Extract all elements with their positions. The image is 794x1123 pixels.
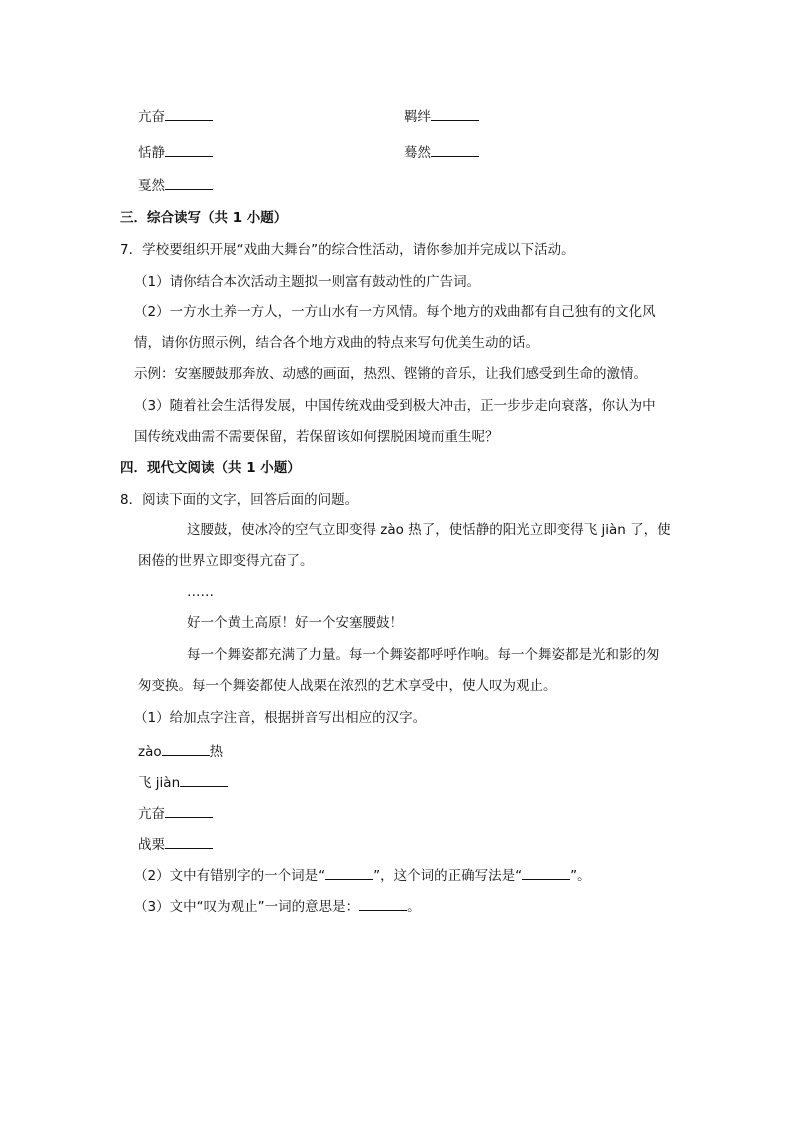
answer-blank[interactable] — [162, 741, 210, 756]
sub-question-cont: 情，请你仿照示例，结合各个地方戏曲的特点来写句优美生动的话。 — [134, 335, 539, 351]
sub-question: （1）给加点字注音，根据拼音写出相应的汉字。 — [134, 710, 427, 726]
passage-line: 每一个舞姿都充满了力量。每一个舞姿都呼呼作响。每一个舞姿都是光和影的匆 — [187, 647, 660, 663]
passage-line: 困倦的世界立即变得亢奋了。 — [138, 553, 314, 569]
answer-blank[interactable] — [522, 865, 570, 880]
vocab-item: 恬静 — [138, 142, 213, 162]
sub-question: （3）文中“叹为观止”一词的意思是： 。 — [134, 896, 421, 916]
answer-blank[interactable] — [180, 772, 228, 787]
section-heading: 四．现代文阅读（共 1 小题） — [120, 460, 301, 476]
passage-line: 好一个黄土高原！好一个安塞腰鼓！ — [187, 615, 403, 631]
sub-question: （2）文中有错别字的一个词是“ ”，这个词的正确写法是“ ”。 — [134, 865, 591, 885]
answer-blank[interactable] — [359, 896, 407, 911]
section-heading: 三．综合读写（共 1 小题） — [120, 210, 288, 226]
sub-question: （3）随着社会生活得发展，中国传统戏曲受到极大冲击，正一步步走向衰落，你认为中 — [134, 398, 656, 414]
vocab-item: 戛然 — [138, 175, 213, 195]
pinyin-item: 战栗 — [138, 834, 213, 854]
example-text: 示例：安塞腰鼓那奔放、动感的画面，热烈、铿锵的音乐，让我们感受到生命的激情。 — [134, 366, 647, 382]
vocab-item: 亢奋 — [138, 106, 213, 126]
pinyin-item: zào 热 — [138, 741, 223, 761]
passage-line: 匆变换。每一个舞姿都使人战栗在浓烈的艺术享受中，使人叹为观止。 — [138, 678, 557, 694]
answer-blank[interactable] — [165, 834, 213, 849]
passage-ellipsis: …… — [187, 584, 214, 600]
answer-blank[interactable] — [431, 106, 479, 121]
answer-blank[interactable] — [165, 142, 213, 157]
question-stem: 7．学校要组织开展“戏曲大舞台”的综合性活动，请你参加并完成以下活动。 — [120, 242, 575, 258]
answer-blank[interactable] — [165, 175, 213, 190]
pinyin-item: 飞 jiàn — [138, 772, 228, 792]
vocab-item: 羁绊 — [404, 106, 479, 126]
pinyin-item: 亢奋 — [138, 803, 213, 823]
answer-blank[interactable] — [165, 803, 213, 818]
vocab-item: 蓦然 — [404, 142, 479, 162]
sub-question: （2）一方水土养一方人，一方山水有一方风情。每个地方的戏曲都有自己独有的文化风 — [134, 304, 656, 320]
sub-question-cont: 国传统戏曲需不需要保留，若保留该如何摆脱困境而重生呢？ — [134, 429, 499, 445]
answer-blank[interactable] — [431, 142, 479, 157]
question-stem: 8．阅读下面的文字，回答后面的问题。 — [120, 492, 359, 508]
answer-blank[interactable] — [325, 865, 373, 880]
sub-question: （1）请你结合本次活动主题拟一则富有鼓动性的广告词。 — [134, 274, 481, 290]
answer-blank[interactable] — [165, 106, 213, 121]
passage-line: 这腰鼓，使冰冷的空气立即变得 zào 热了，使恬静的阳光立即变得飞 jiàn 了，使 — [187, 522, 671, 538]
